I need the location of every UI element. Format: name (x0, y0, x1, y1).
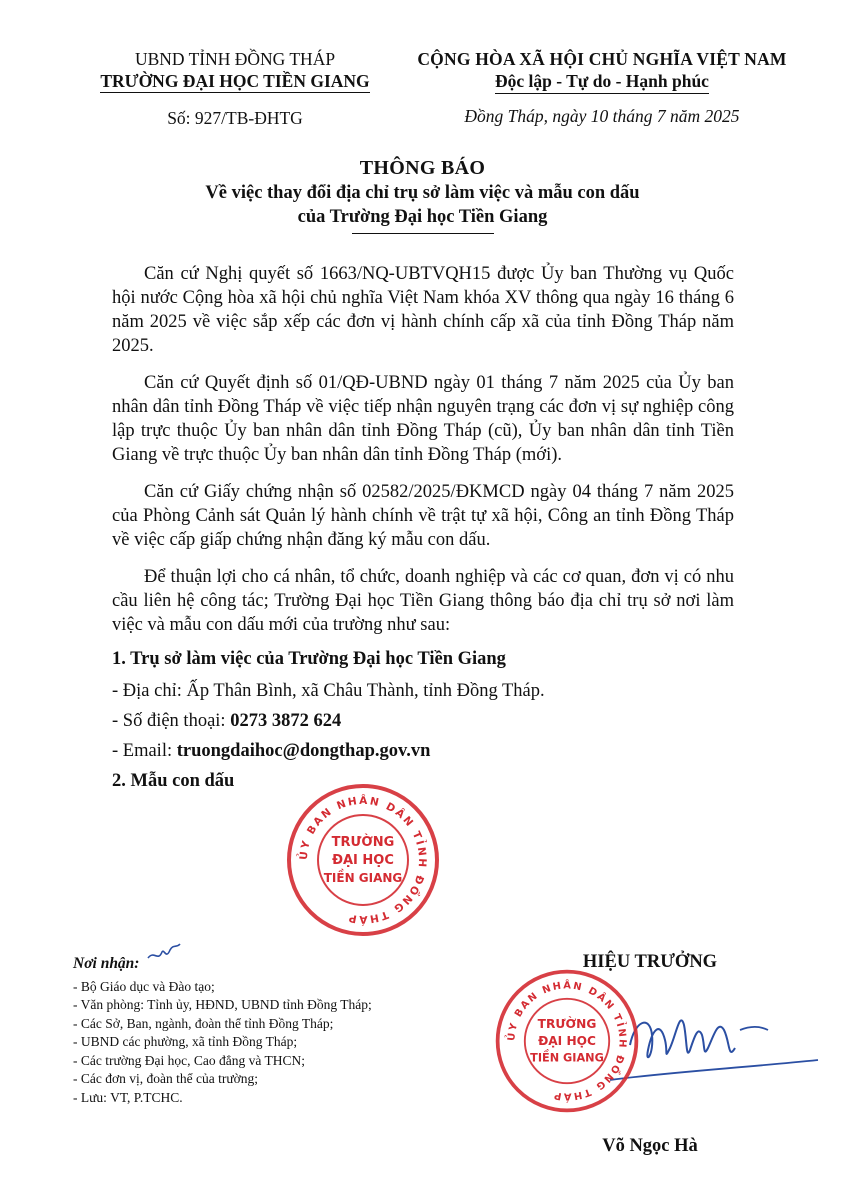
section-2-heading: 2. Mẫu con dấu (112, 771, 235, 791)
title-underline (352, 233, 494, 234)
document-type: THÔNG BÁO (359, 157, 486, 179)
recipient-item: - Lưu: VT, P.TCHC. (73, 1089, 183, 1105)
seal-line-3: TIỀN GIANG (323, 871, 403, 885)
paragraph-legal-basis-3: Căn cứ Giấy chứng nhận số 02582/2025/ĐKMCD ngày 04 tháng 7 năm 2025 của Phòng Cảnh sát Quản lý hành chính về trật tự xã hội, Công an tỉnh Đồng Tháp về việc cấp giấp chứng nhận đăng ký mẫu con dấu. (112, 482, 734, 550)
paragraph-legal-basis-1: Căn cứ Nghị quyết số 1663/NQ-UBTVQH15 được Ủy ban Thường vụ Quốc hội nước Cộng hòa xã hội chủ nghĩa Việt Nam khóa XV thông qua ngày 16 tháng 6 năm 2025 về việc sắp xếp các đơn vị hành chính cấp xã của tỉnh Đồng Tháp năm 2025. (112, 264, 734, 356)
document-title (0, 155, 845, 234)
issuer-block (70, 48, 400, 129)
title-line-2: của Trường Đại học Tiền Giang (297, 207, 548, 227)
place-date: Đồng Tháp, ngày 10 tháng 7 năm 2025 (464, 106, 740, 126)
seal-line-2: ĐẠI HỌC (332, 853, 394, 868)
phone-value: 0273 3872 624 (230, 711, 342, 731)
parent-organization: UBND TỈNH ĐỒNG THÁP (134, 49, 336, 69)
national-header (392, 48, 812, 127)
recipient-item: - Các Sở, Ban, ngành, đoàn thể tỉnh Đồng Tháp; (73, 1015, 334, 1031)
official-seal-line-3: TIỀN GIANG (530, 1051, 604, 1065)
official-seal-outer-text: ỦY BAN NHÂN DÂN TỈNH ĐỒNG THÁP (506, 980, 628, 1102)
recipient-item: - Văn phòng: Tỉnh ủy, HĐND, UBND tỉnh Đồng Tháp; (73, 997, 372, 1012)
phone-line: - Số điện thoại: 0273 3872 624 (112, 711, 342, 731)
address-value: Ấp Thân Bình, xã Châu Thành, tỉnh Đồng Tháp. (186, 681, 545, 701)
seal-line-1: TRƯỜNG (331, 835, 395, 850)
seal-sample (283, 780, 443, 940)
address-line: - Địa chỉ: Ấp Thân Bình, xã Châu Thành, tỉnh Đồng Tháp. (112, 681, 545, 701)
national-motto: Độc lập - Tự do - Hạnh phúc (495, 70, 709, 94)
document-number: Số: 927/TB-ĐHTG (167, 108, 303, 128)
official-seal-line-2: ĐẠI HỌC (538, 1033, 596, 1048)
official-seal (492, 966, 642, 1116)
country-name: CỘNG HÒA XÃ HỘI CHỦ NGHĨA VIỆT NAM (417, 49, 787, 69)
recipient-item: - UBND các phường, xã tỉnh Đồng Tháp; (73, 1034, 298, 1049)
paragraph-purpose: Để thuận lợi cho cá nhân, tổ chức, doanh nghiệp và các cơ quan, đơn vị có nhu cầu liên hệ công tác; Trường Đại học Tiền Giang thông báo địa chỉ trụ sở nơi làm việc và mẫu con dấu mới của trường như sau: (112, 567, 734, 635)
recipient-item: - Các trường Đại học, Cao đẳng và THCN; (73, 1052, 306, 1068)
document-body (112, 262, 734, 801)
email-value[interactable]: truongdaihoc@dongthap.gov.vn (176, 741, 431, 761)
paragraph-legal-basis-2: Căn cứ Quyết định số 01/QĐ-UBND ngày 01 tháng 7 năm 2025 của Ủy ban nhân dân tỉnh Đồng Tháp về việc tiếp nhận nguyên trạng các đơn vị sự nghiệp công lập trực thuộc Ủy ban nhân dân tỉnh Đồng Tháp (cũ), Ủy ban nhân dân tỉnh Tiền Giang về trực thuộc Ủy ban nhân dân tỉnh Đồng Tháp (mới). (112, 373, 734, 465)
title-line-1: Về việc thay đổi địa chỉ trụ sở làm việc và mẫu con dấu (205, 183, 640, 203)
signer-name: Võ Ngọc Hà (602, 1136, 698, 1156)
recipient-item: - Các đơn vị, đoàn thể của trường; (73, 1071, 259, 1086)
recipients-list (73, 955, 373, 1107)
official-seal-line-1: TRƯỜNG (537, 1016, 597, 1031)
recipients-heading: Nơi nhận: (73, 955, 140, 972)
organization-name: TRƯỜNG ĐẠI HỌC TIỀN GIANG (100, 71, 370, 91)
recipient-item: - Bộ Giáo dục và Đào tạo; (73, 978, 215, 994)
email-line: - Email: truongdaihoc@dongthap.gov.vn (112, 741, 431, 761)
seal-outer-text: ỦY BAN NHÂN DÂN TỈNH ĐỒNG THÁP (297, 794, 429, 926)
section-1-heading: 1. Trụ sở làm việc của Trường Đại học Tiền Giang (112, 649, 506, 669)
signer-title: HIỆU TRƯỞNG (582, 952, 718, 972)
